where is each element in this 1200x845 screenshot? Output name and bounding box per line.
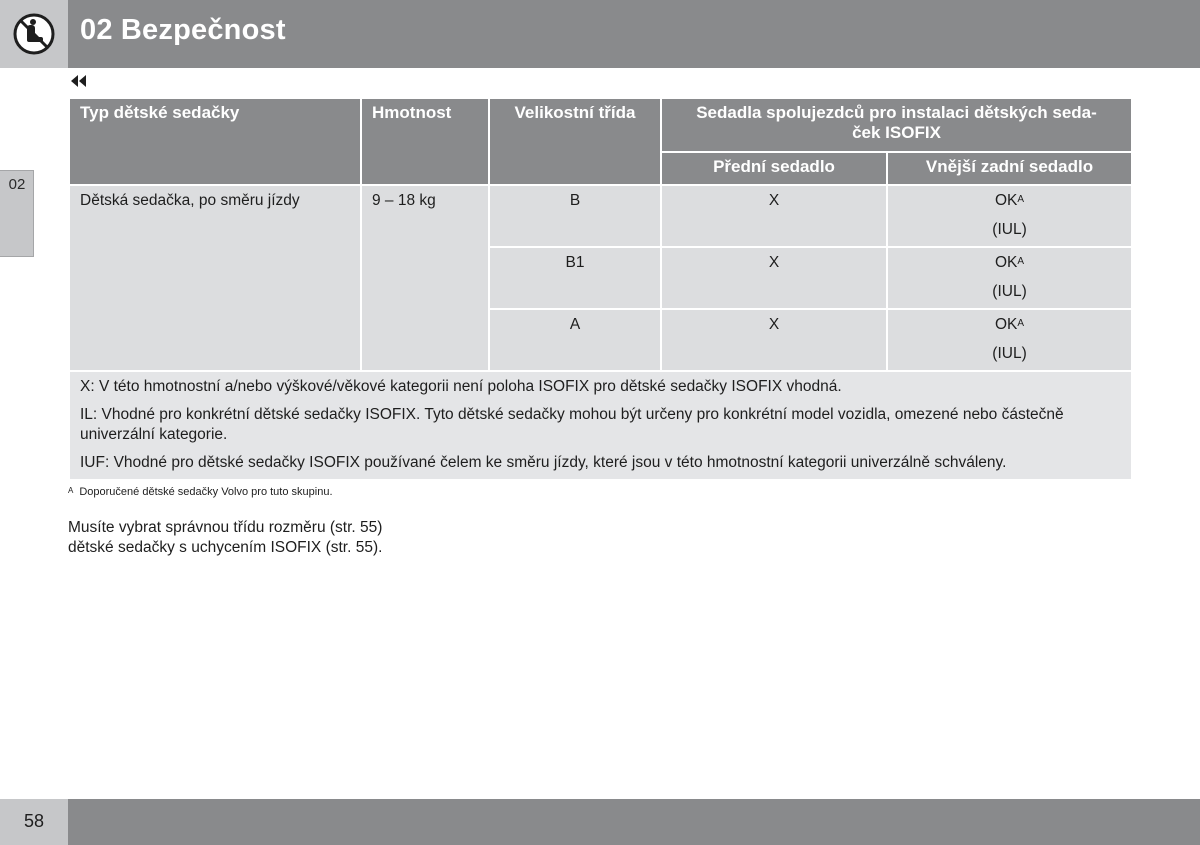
cell-rear-seat: [887, 247, 1132, 309]
header-outer-rear-seat: Vnější zadní sedadlo: [887, 152, 1132, 185]
chapter-tab-label: 02: [8, 176, 26, 193]
header-isofix-seats-line1: Sedadla spolujezdců pro instalaci dětských seda-: [696, 103, 1097, 122]
footer-bar: [68, 799, 1200, 845]
header-size-class: Velikostní třída: [489, 98, 661, 185]
page-number: 58: [23, 811, 45, 831]
footnote-ref: A: [1017, 194, 1025, 205]
body-paragraph: [68, 518, 382, 558]
cell-seat-type: Dětská sedačka, po směru jízdy: [69, 185, 361, 371]
header-child-seat-type: Typ dětské sedačky: [69, 98, 361, 185]
note-il: IL: Vhodné pro konkrétní dětské sedačky ISOFIX. Tyto dětské sedačky mohou být určeny pro konkrétní model vozidla, omezené nebo částečně univerzální kategorie.: [80, 406, 1064, 443]
cell-front-seat: X: [661, 309, 887, 371]
cell-front-seat: X: [661, 247, 887, 309]
table-row: [69, 185, 1132, 247]
legend-notes: [69, 371, 1132, 480]
page-title: 02 Bezpečnost: [80, 14, 286, 46]
footnote-mark: A: [68, 486, 74, 495]
header-weight: Hmotnost: [361, 98, 489, 185]
note-x: X: V této hmotnostní a/nebo výškové/věkové kategorii není poloha ISOFIX pro dětské sedačky ISOFIX vhodná.: [80, 378, 842, 395]
cell-size-class: B: [489, 185, 661, 247]
header-front-seat: Přední sedadlo: [661, 152, 887, 185]
cell-rear-seat: [887, 185, 1132, 247]
rear-ok: OK: [994, 192, 1018, 209]
header-isofix-seats-line2: ček ISOFIX: [852, 123, 941, 142]
rear-ok: OK: [994, 254, 1018, 271]
notes-row: [69, 371, 1132, 480]
cell-weight: 9 – 18 kg: [361, 185, 489, 371]
child-seat-warning-icon: [13, 13, 55, 55]
footnote-text: Doporučené dětské sedačky Volvo pro tuto skupinu.: [79, 486, 333, 498]
note-iuf: IUF: Vhodné pro dětské sedačky ISOFIX používané čelem ke směru jízdy, které jsou v této hmotnostní kategorii univerzálně schváleny.: [80, 454, 1007, 471]
cell-rear-seat: [887, 309, 1132, 371]
footnote-ref: A: [1017, 256, 1025, 267]
body-line-1: Musíte vybrat správnou třídu rozměru (str. 55): [68, 519, 383, 536]
rear-note: (IUL): [992, 283, 1027, 300]
back-arrows-icon[interactable]: [70, 75, 88, 87]
cell-size-class: B1: [489, 247, 661, 309]
cell-size-class: A: [489, 309, 661, 371]
footnote: [68, 486, 333, 498]
header-isofix-seats: [661, 98, 1132, 152]
footnote-ref: A: [1017, 318, 1025, 329]
body-line-2: dětské sedačky s uchycením ISOFIX (str. 55).: [68, 539, 383, 556]
isofix-table: [68, 97, 1133, 481]
cell-front-seat: X: [661, 185, 887, 247]
rear-ok: OK: [994, 316, 1018, 333]
rear-note: (IUL): [992, 345, 1027, 362]
rear-note: (IUL): [992, 221, 1027, 238]
